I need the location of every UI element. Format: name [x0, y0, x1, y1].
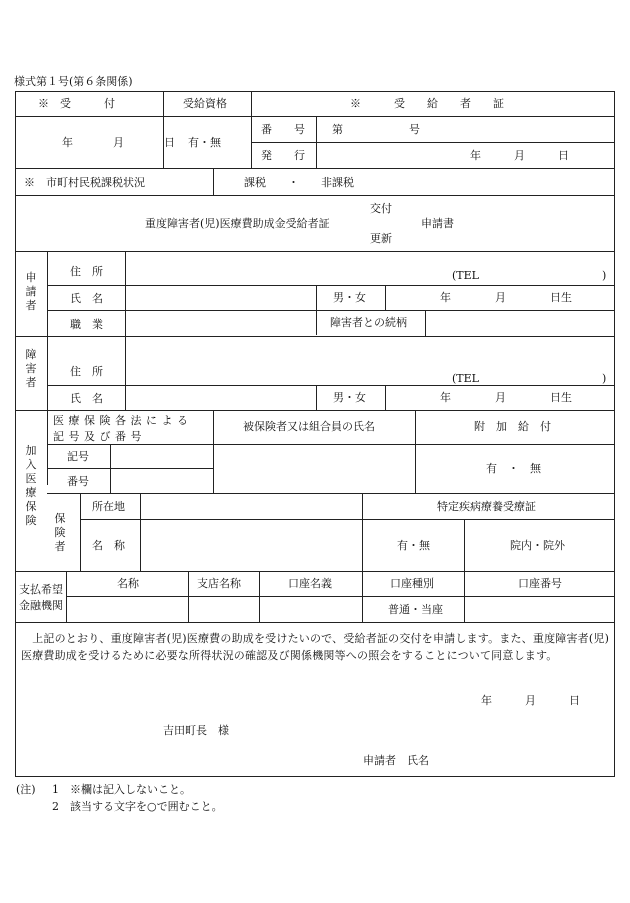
disabled-birthdate[interactable]: 年 月 日生	[440, 391, 572, 404]
tax-status-options[interactable]: 課税 ・ 非課税	[244, 176, 354, 189]
insurance-law-line2: 記号及び番号	[53, 430, 146, 443]
disabled-sex[interactable]: 男・女	[333, 391, 366, 404]
applicant-section-label: 申請者	[25, 271, 37, 312]
bank-account-header: 口座番号	[518, 577, 562, 590]
bank-type-header: 口座種別	[390, 577, 434, 590]
insurance-number-label: 番号	[67, 475, 89, 488]
notes-label: (注)	[16, 783, 36, 796]
insurer-label: 保険者	[54, 512, 66, 553]
form-number: 様式第１号(第６条関係)	[14, 75, 133, 88]
tax-status-label: ※ 市町村民税課税状況	[24, 176, 145, 189]
applicant-tel-close: )	[602, 269, 607, 282]
specific-disease-inout[interactable]: 院内・院外	[510, 539, 565, 552]
certificate-header: ※ 受 給 者 証	[350, 97, 504, 110]
title-main: 重度障害者(児)医療費助成金受給者証	[145, 217, 330, 230]
disabled-section-label: 障害者	[25, 348, 37, 389]
bank-name-header: 名称	[117, 577, 139, 590]
applicant-sex[interactable]: 男・女	[333, 291, 366, 304]
applicant-address-label: 住 所	[70, 265, 103, 278]
note-2: 2 該当する文字を○で囲むこと。	[52, 800, 223, 813]
declaration-signer[interactable]: 申請者 氏名	[363, 754, 429, 767]
insurer-name-label: 名 称	[92, 539, 125, 552]
specific-disease-header: 特定疾病療養受療証	[437, 500, 536, 513]
additional-benefit-header: 附 加 給 付	[474, 420, 551, 433]
number-value[interactable]: 第 号	[332, 123, 420, 136]
issue-date[interactable]: 年 月 日	[470, 149, 569, 162]
insurer-location-label: 所在地	[92, 500, 125, 513]
applicant-tel-open: (TEL	[452, 269, 479, 282]
insured-name-header: 被保険者又は組合員の氏名	[243, 420, 375, 433]
reception-header: ※ 受 付	[38, 97, 115, 110]
disabled-tel-close: )	[602, 372, 607, 385]
eligibility-header: 受給資格	[183, 97, 227, 110]
insurance-section-label: 加入医療保険	[25, 444, 37, 527]
bank-label-line2: 金融機関	[19, 599, 63, 612]
number-label: 番 号	[261, 123, 305, 136]
note-1: 1 ※欄は記入しないこと。	[52, 783, 191, 796]
applicant-name-label: 氏 名	[70, 292, 103, 305]
eligibility-yes-no[interactable]: 有・無	[188, 136, 221, 149]
applicant-birthdate[interactable]: 年 月 日生	[440, 291, 572, 304]
bank-label-line1: 支払希望	[19, 583, 63, 596]
bank-holder-header: 口座名義	[288, 577, 332, 590]
title-suffix: 申請書	[421, 217, 454, 230]
declaration-addressee: 吉田町長 様	[163, 724, 229, 737]
disabled-tel-open: (TEL	[452, 372, 479, 385]
declaration-date[interactable]: 年 月 日	[481, 694, 580, 707]
declaration-text: 上記のとおり、重度障害者(児)医療費の助成を受けたいので、受給者証の交付を申請します。また、重度障害者(児)医療費助成を受けるために必要な所得状況の確認及び関係機関等への照会をすることについて同意します。	[21, 632, 610, 662]
title-option-issue[interactable]: 交付	[370, 202, 392, 215]
title-option-renew[interactable]: 更新	[370, 232, 392, 245]
disabled-address-label: 住 所	[70, 365, 103, 378]
specific-disease-yes-no[interactable]: 有・無	[397, 539, 430, 552]
issue-label: 発 行	[261, 149, 305, 162]
reception-date[interactable]: 年 月 日	[62, 136, 181, 149]
insurance-law-line1: 医療保険各法による	[53, 414, 193, 427]
bank-branch-header: 支店名称	[197, 577, 241, 590]
additional-benefit-value[interactable]: 有 ・ 無	[486, 462, 541, 475]
applicant-occupation-label: 職 業	[70, 318, 103, 331]
insurance-symbol-label: 記号	[67, 450, 89, 463]
applicant-relation-label: 障害者との続柄	[330, 316, 407, 329]
bank-type-value[interactable]: 普通・当座	[388, 603, 443, 616]
disabled-name-label: 氏 名	[70, 392, 103, 405]
